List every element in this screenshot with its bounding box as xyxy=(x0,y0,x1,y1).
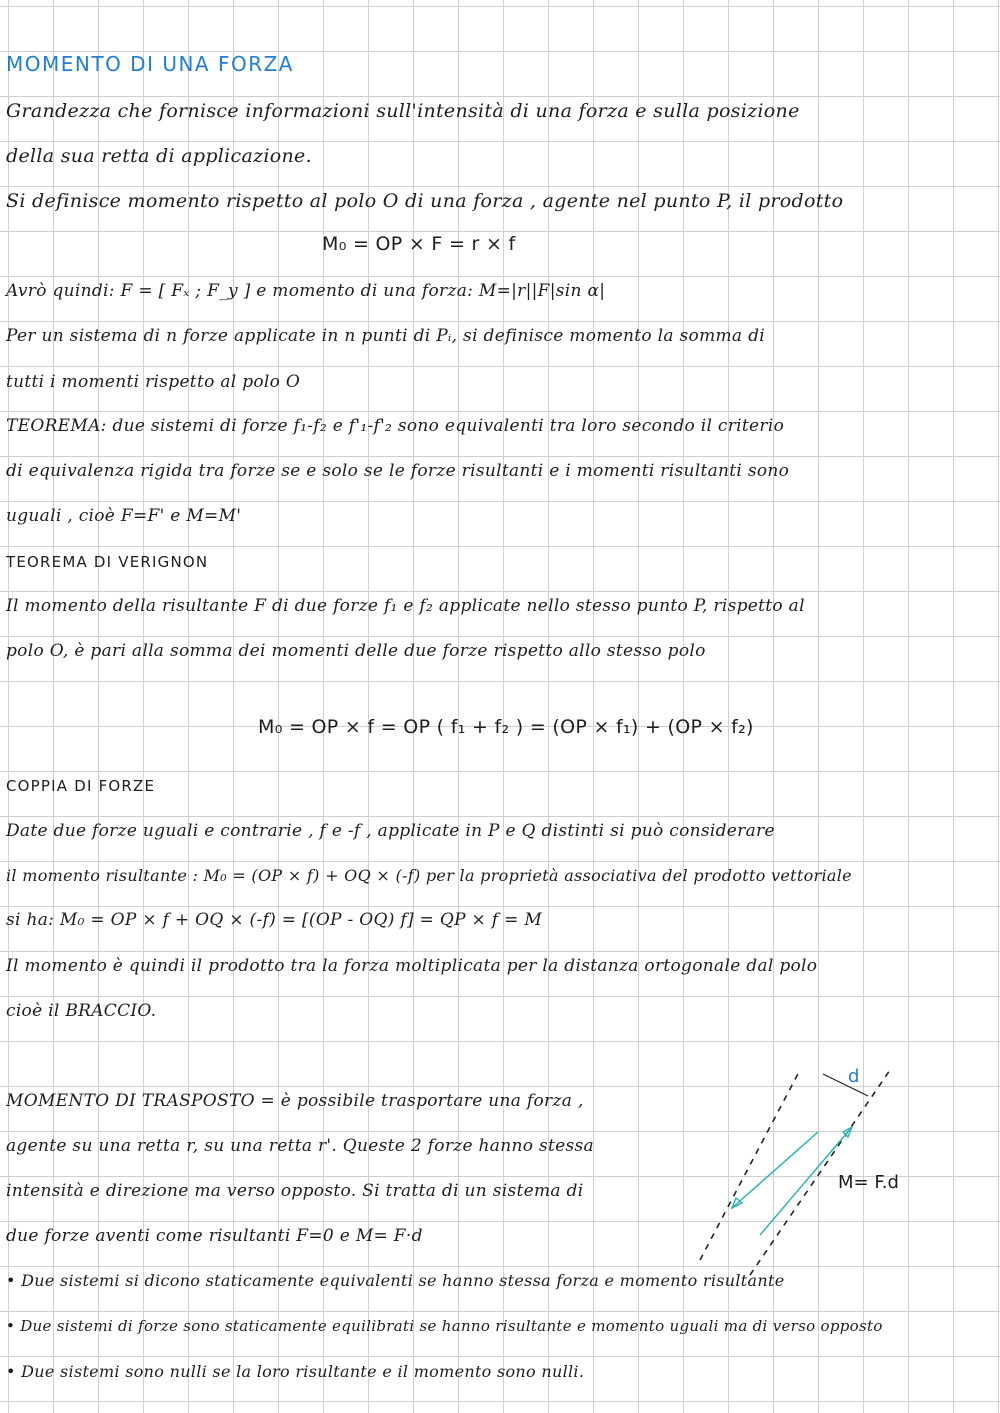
page-title: MOMENTO DI UNA FORZA xyxy=(6,52,294,76)
text-line: intensità e direzione ma verso opposto. Si tratta di un sistema di xyxy=(6,1181,584,1201)
line-r xyxy=(700,1070,800,1260)
text-line: TEOREMA: due sistemi di forze f₁-f₂ e f'₁-f'₂ sono equivalenti tra loro secondo il criterio xyxy=(6,416,785,436)
force-couple-diagram xyxy=(690,1030,990,1290)
bullet-item: • Due sistemi sono nulli se la loro risultante e il momento sono nulli. xyxy=(6,1362,585,1381)
distance-marker xyxy=(823,1074,868,1096)
text-line: polo O, è pari alla somma dei momenti delle due forze rispetto allo stesso polo xyxy=(6,641,706,661)
moment-label: M= F.d xyxy=(838,1172,899,1193)
force-arrow-down xyxy=(732,1132,818,1208)
text-line: Si definisce momento rispetto al polo O di una forza , agente nel punto P, il prodotto xyxy=(6,190,844,212)
text-line: della sua retta di applicazione. xyxy=(6,145,312,167)
bullet-item: • Due sistemi si dicono staticamente equivalenti se hanno stessa forza e momento risultante xyxy=(6,1271,785,1290)
text-line: il momento risultante : M₀ = (OP × f) + OQ × (-f) per la proprietà associativa del prodotto vettoriale xyxy=(6,866,852,885)
text-line: si ha: M₀ = OP × f + OQ × (-f) = [(OP - OQ) f] = QP × f = M xyxy=(6,910,543,930)
text-line: uguali , cioè F=F' e M=M' xyxy=(6,506,242,526)
text-line: Il momento della risultante F di due forze f₁ e f₂ applicate nello stesso punto P, rispetto al xyxy=(6,596,805,616)
formula: M₀ = OP × f = OP ( f₁ + f₂ ) = (OP × f₁) + (OP × f₂) xyxy=(258,716,754,738)
distance-label: d xyxy=(848,1066,860,1087)
text-line: cioè il BRACCIO. xyxy=(6,1001,157,1021)
text-line: Il momento è quindi il prodotto tra la forza moltiplicata per la distanza ortogonale dal polo xyxy=(6,956,818,976)
bullet-item: • Due sistemi di forze sono staticamente equilibrati se hanno risultante e momento uguali ma di verso opposto xyxy=(6,1317,883,1335)
text-line: tutti i momenti rispetto al polo O xyxy=(6,372,301,392)
text-line: Avrò quindi: F = [ Fₓ ; F_y ] e momento di una forza: M=|r||F|sin α| xyxy=(6,281,606,301)
section-heading: TEOREMA DI VERIGNON xyxy=(6,553,209,571)
text-line: Per un sistema di n forze applicate in n punti di Pᵢ, si definisce momento la somma di xyxy=(6,326,765,346)
formula: M₀ = OP × F = r × f xyxy=(322,233,516,255)
section-heading: COPPIA DI FORZE xyxy=(6,777,156,795)
text-line: due forze aventi come risultanti F=0 e M= F·d xyxy=(6,1226,423,1246)
text-line: MOMENTO DI TRASPOSTO = è possibile trasportare una forza , xyxy=(6,1091,584,1111)
text-line: di equivalenza rigida tra forze se e solo se le forze risultanti e i momenti risultanti sono xyxy=(6,461,790,481)
text-line: Grandezza che fornisce informazioni sull'intensità di una forza e sulla posizione xyxy=(6,100,800,122)
text-line: Date due forze uguali e contrarie , f e -f , applicate in P e Q distinti si può considerare xyxy=(6,821,775,841)
text-line: agente su una retta r, su una retta r'. Queste 2 forze hanno stessa xyxy=(6,1136,594,1156)
